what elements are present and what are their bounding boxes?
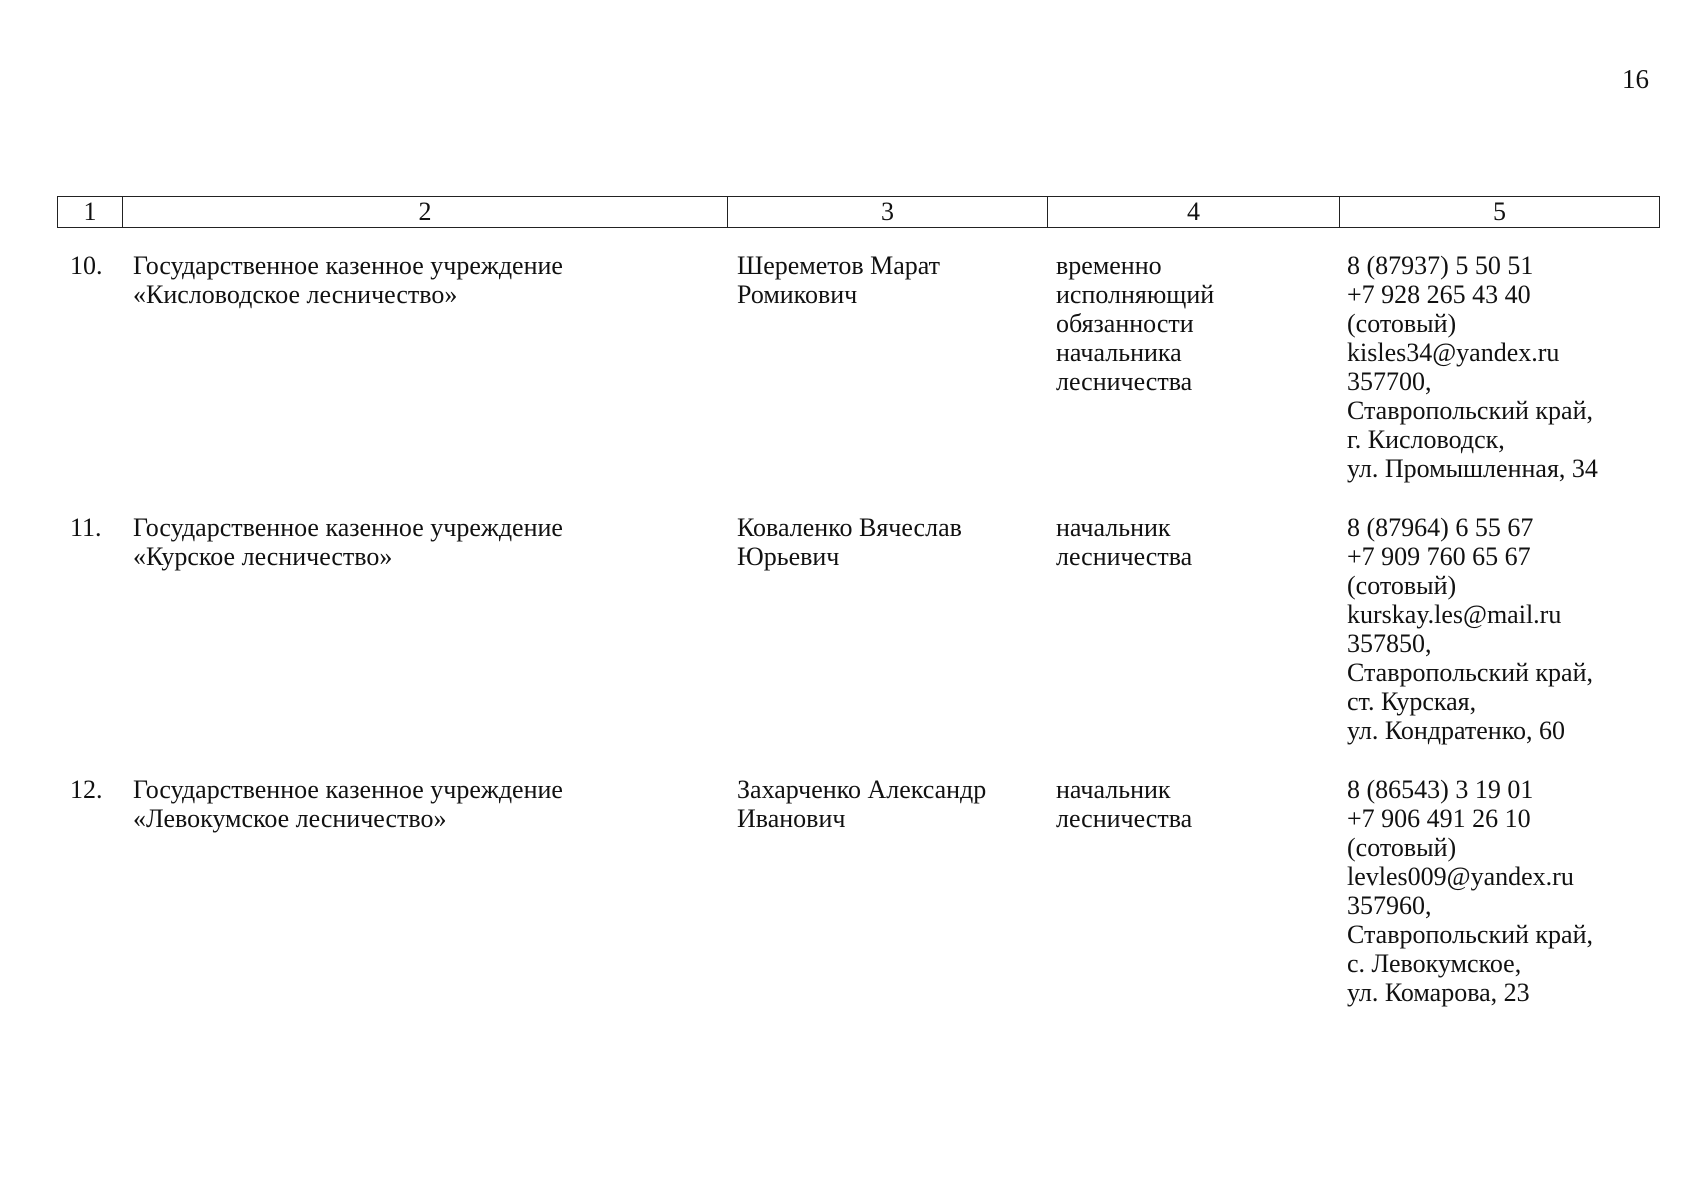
- head-position-line: лесничества: [1056, 367, 1193, 396]
- contact-details-line: +7 928 265 43 40: [1347, 280, 1531, 309]
- contact-details: [1335, 513, 1654, 745]
- forestry-list: [57, 251, 1654, 1007]
- head-position: [1044, 775, 1335, 1007]
- column-header-5: 5: [1340, 197, 1660, 228]
- table-row: [57, 513, 1654, 745]
- head-full-name-line: Шереметов Марат: [737, 251, 940, 280]
- head-full-name-line: Ромикович: [737, 280, 858, 309]
- contact-details-line: 8 (87964) 6 55 67: [1347, 513, 1534, 542]
- contact-details-line: 8 (86543) 3 19 01: [1347, 775, 1534, 804]
- contact-details-line: ул. Кондратенко, 60: [1347, 716, 1566, 745]
- column-header-3: 3: [728, 197, 1048, 228]
- head-full-name-line: Захарченко Александр: [737, 775, 987, 804]
- contact-details-line: ул. Промышленная, 34: [1347, 454, 1598, 483]
- contact-details: [1335, 251, 1654, 483]
- organization-name: [121, 251, 725, 483]
- organization-name-line: Государственное казенное учреждение: [133, 513, 563, 542]
- head-position-line: начальника: [1056, 338, 1182, 367]
- contact-details-line: kisles34@yandex.ru: [1347, 338, 1560, 367]
- head-position-line: лесничества: [1056, 804, 1193, 833]
- head-full-name: [725, 775, 1044, 1007]
- contact-details-line: Ставропольский край,: [1347, 920, 1593, 949]
- row-number: 10.: [70, 251, 103, 280]
- contact-details: [1335, 775, 1654, 1007]
- contact-details-line: ул. Комарова, 23: [1347, 978, 1530, 1007]
- organization-name: [121, 513, 725, 745]
- contact-details-line: +7 906 491 26 10: [1347, 804, 1531, 833]
- organization-name-line: Государственное казенное учреждение: [133, 775, 563, 804]
- contact-details-line: 357700,: [1347, 367, 1432, 396]
- contact-details-line: 8 (87937) 5 50 51: [1347, 251, 1534, 280]
- contact-details-line: 357850,: [1347, 629, 1432, 658]
- contact-details-line: levles009@yandex.ru: [1347, 862, 1574, 891]
- head-position-line: начальник: [1056, 513, 1171, 542]
- contact-details-line: 357960,: [1347, 891, 1432, 920]
- head-position-line: начальник: [1056, 775, 1171, 804]
- organization-name: [121, 775, 725, 1007]
- contact-details-line: с. Левокумское,: [1347, 949, 1522, 978]
- contact-details-line: (сотовый): [1347, 309, 1457, 338]
- contact-details-line: +7 909 760 65 67: [1347, 542, 1531, 571]
- table-row: [57, 251, 1654, 483]
- column-header-4: 4: [1048, 197, 1340, 228]
- head-position: [1044, 513, 1335, 745]
- contact-details-line: (сотовый): [1347, 833, 1457, 862]
- column-header-1: 1: [58, 197, 123, 228]
- head-position-line: исполняющий: [1056, 280, 1215, 309]
- head-full-name-line: Иванович: [737, 804, 846, 833]
- head-position-line: лесничества: [1056, 542, 1193, 571]
- table-row: [57, 775, 1654, 1007]
- head-position-line: обязанности: [1056, 309, 1194, 338]
- contact-details-line: Ставропольский край,: [1347, 396, 1593, 425]
- head-full-name-line: Коваленко Вячеслав: [737, 513, 962, 542]
- head-position: [1044, 251, 1335, 483]
- head-full-name: [725, 251, 1044, 483]
- contact-details-line: Ставропольский край,: [1347, 658, 1593, 687]
- column-header-2: 2: [123, 197, 728, 228]
- contact-details-line: (сотовый): [1347, 571, 1457, 600]
- row-number: 11.: [70, 513, 102, 542]
- organization-name-line: «Левокумское лесничество»: [133, 804, 447, 833]
- head-position-line: временно: [1056, 251, 1162, 280]
- organization-name-line: «Курское лесничество»: [133, 542, 393, 571]
- row-number: 12.: [70, 775, 103, 804]
- head-full-name: [725, 513, 1044, 745]
- head-full-name-line: Юрьевич: [737, 542, 840, 571]
- column-header-row: [57, 196, 1660, 228]
- contact-details-line: г. Кисловодск,: [1347, 425, 1505, 454]
- organization-name-line: «Кисловодское лесничество»: [133, 280, 458, 309]
- page-number: 16: [1622, 64, 1649, 94]
- contact-details-line: ст. Курская,: [1347, 687, 1477, 716]
- organization-name-line: Государственное казенное учреждение: [133, 251, 563, 280]
- contact-details-line: kurskay.les@mail.ru: [1347, 600, 1562, 629]
